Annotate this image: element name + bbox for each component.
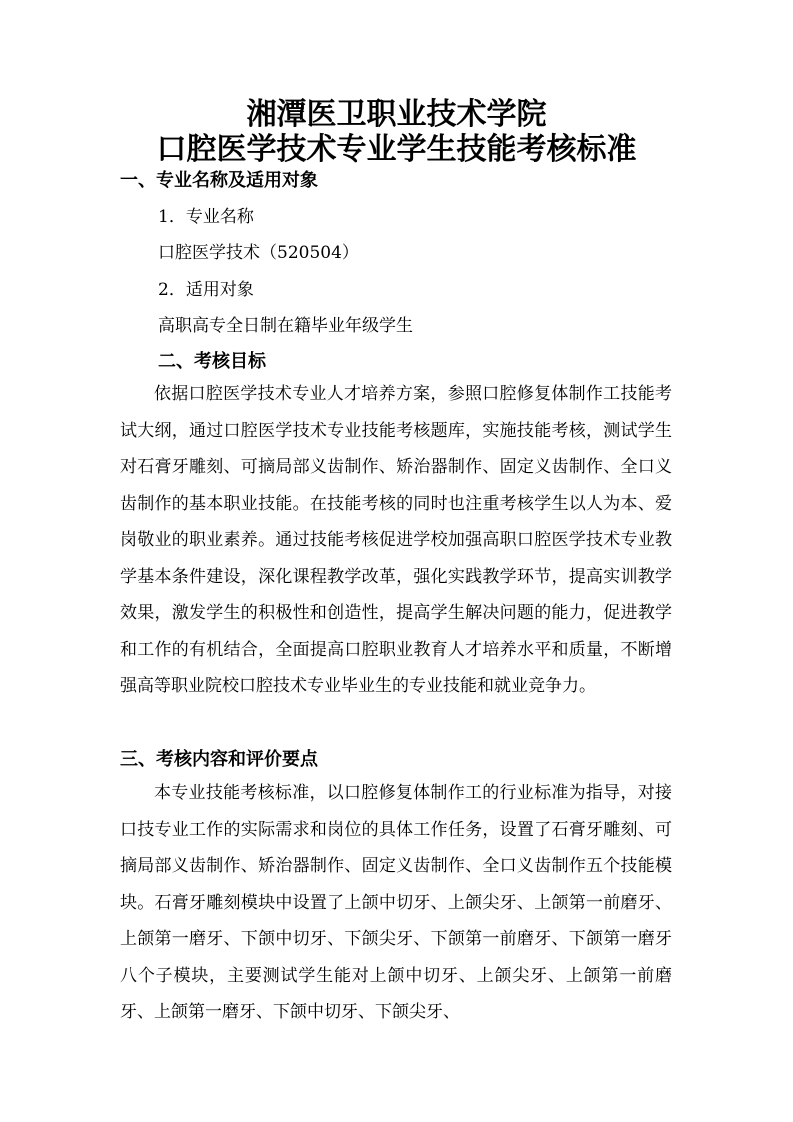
document-title-school: 湘潭医卫职业技术学院 xyxy=(246,97,547,132)
section3-paragraph: 本专业技能考核标准，以口腔修复体制作工的行业标准为指导，对接口技专业工作的实际需求和岗位的具体工作任务，设置了石膏牙雕刻、可摘局部义齿制作、矫治器制作、固定义齿制作、全口义齿制作五个技能模块。石膏牙雕刻模块中设置了上颌中切牙、上颌尖牙、上颌第一前磨牙、上颌第一磨牙、下颌中切牙、下颌尖牙、下颌第一前磨牙、下颌第一磨牙八个子模块，主要测试学生能对上颌中切牙、上颌尖牙、上颌第一前磨牙、上颌第一磨牙、下颌中切牙、下颌尖牙、 xyxy=(120,783,672,1022)
major-name-label: 1．专业名称 xyxy=(158,207,254,227)
document-title-standard: 口腔医学技术专业学生技能考核标准 xyxy=(156,132,637,167)
target-audience-value: 高职高专全日制在籍毕业年级学生 xyxy=(158,316,413,336)
target-audience-label: 2．适用对象 xyxy=(158,280,254,300)
section3-heading: 三、考核内容和评价要点 xyxy=(120,749,318,770)
section1-heading: 一、专业名称及适用对象 xyxy=(120,170,318,191)
section2-heading: 二、考核目标 xyxy=(158,351,266,372)
major-name-value: 口腔医学技术（520504） xyxy=(158,243,359,263)
section2-paragraph: 依据口腔医学技术专业人才培养方案，参照口腔修复体制作工技能考试大纲，通过口腔医学技术专业技能考核题库，实施技能考核，测试学生对石膏牙雕刻、可摘局部义齿制作、矫治器制作、固定义齿制作、全口义齿制作的基本职业技能。在技能考核的同时也注重考核学生以人为本、爱岗敬业的职业素养。通过技能考核促进学校加强高职口腔医学技术专业教学基本条件建设，深化课程教学改革，强化实践教学环节，提高实训教学效果，激发学生的积极性和创造性，提高学生解决问题的能力，促进教学和工作的有机结合，全面提高口腔职业教育人才培养水平和质量，不断增强高等职业院校口腔技术专业毕业生的专业技能和就业竞争力。 xyxy=(120,384,672,696)
